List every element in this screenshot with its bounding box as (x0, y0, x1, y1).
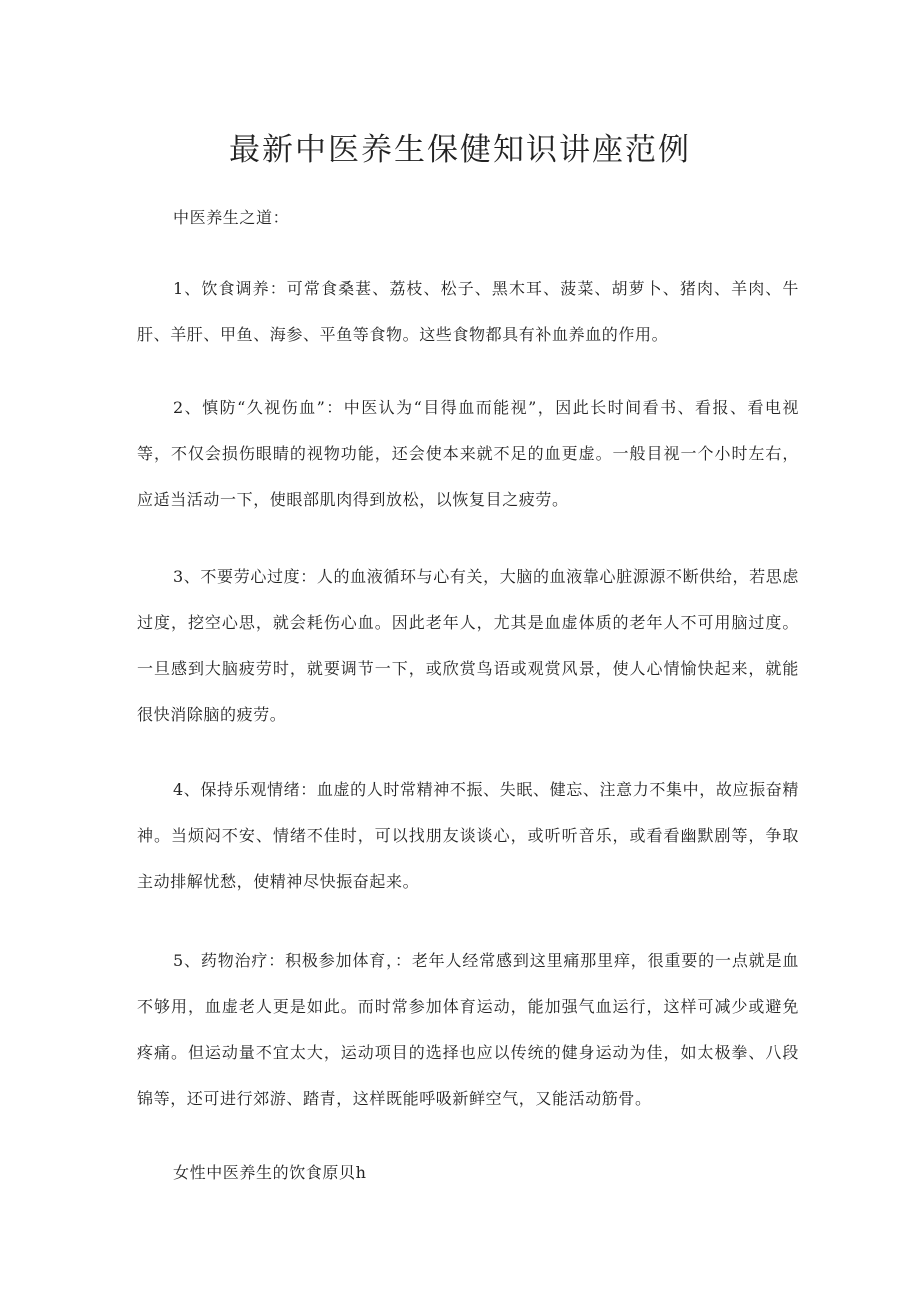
intro-heading: 中医养生之道： (173, 208, 290, 227)
outro-heading: 女性中医养生的饮食原贝h (173, 1163, 367, 1182)
document-title: 最新中医养生保健知识讲座范例 (229, 132, 691, 168)
paragraph-overthinking: 3、不要劳心过度：人的血液循环与心有关，大脑的血液靠心脏源源不断供给，若思虑过度，挖空心思，就会耗伤心血。因此老年人，尤其是血虚体质的老年人不可用脑过度。一旦感到大脑疲劳时，就要调节一下，或欣赏鸟语或观赏风景，使人心情愉快起来，就能很快消除脑的疲劳。 (137, 567, 799, 724)
paragraph-optimism: 4、保持乐观情绪：血虚的人时常精神不振、失眠、健忘、注意力不集中，故应振奋精神。当烦闷不安、情绪不佳时，可以找朋友谈谈心，或听听音乐，或看看幽默剧等，争取主动排解忧愁，使精神尽快振奋起来。 (137, 780, 799, 891)
paragraph-exercise: 5、药物治疗：积极参加体育，：老年人经常感到这里痛那里痒，很重要的一点就是血不够用，血虚老人更是如此。而时常参加体育运动，能加强气血运行，这样可减少或避免疼痛。但运动量不宜太大，运动项目的选择也应以传统的健身运动为佳，如太极拳、八段锦等，还可进行郊游、踏青，这样既能呼吸新鲜空气，又能活动筋骨。 (137, 951, 799, 1108)
paragraph-diet: 1、饮食调养：可常食桑葚、荔枝、松子、黑木耳、菠菜、胡萝卜、猪肉、羊肉、牛肝、羊肝、甲鱼、海参、平鱼等食物。这些食物都具有补血养血的作用。 (137, 279, 799, 344)
paragraph-eye-strain: 2、慎防“久视伤血”：中医认为“目得血而能视”，因此长时间看书、看报、看电视等，不仅会损伤眼睛的视物功能，还会使本来就不足的血更虚。一般目视一个小时左右，应适当活动一下，使眼部肌肉得到放松，以恢复目之疲劳。 (137, 398, 799, 509)
